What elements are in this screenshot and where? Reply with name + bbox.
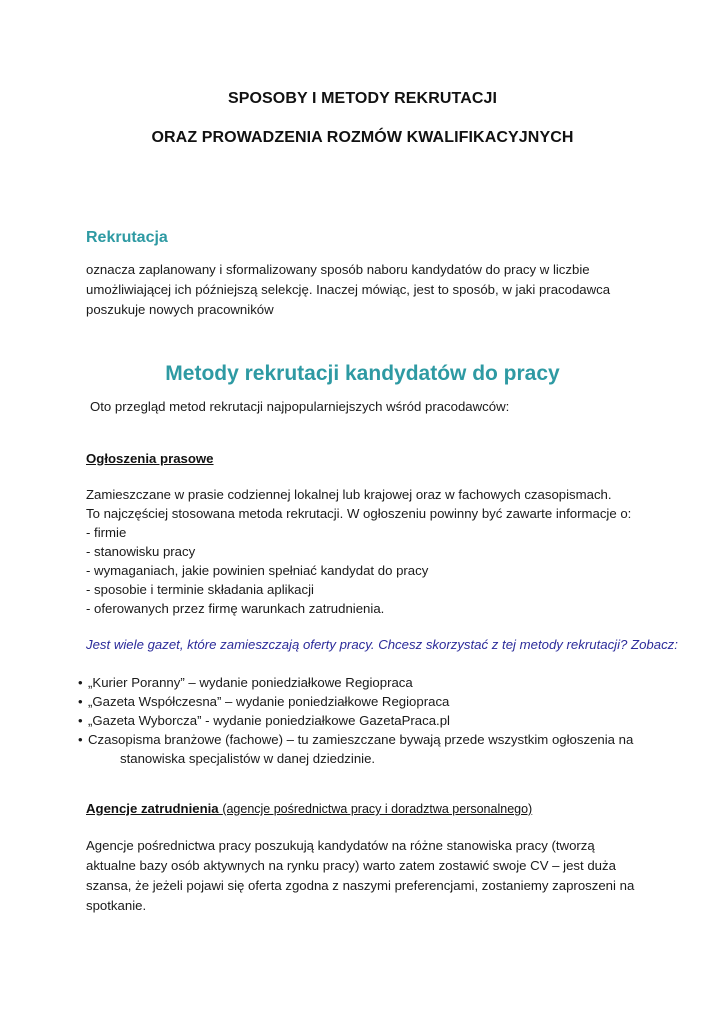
rekrutacja-definition: oznacza zaplanowany i sformalizowany sposób naboru kandydatów do pracy w liczbie umożliwiającej ich późniejszą selekcję. Inaczej mówiąc, jest to sposób, w jaki pracodawca poszukuje nowych pracowników bbox=[86, 262, 611, 317]
ogloszenia-list-item: - stanowisku pracy bbox=[86, 544, 196, 559]
bullet-icon: • bbox=[78, 732, 83, 747]
bullet-continuation: stanowiska specjalistów w danej dziedzinie. bbox=[120, 751, 376, 766]
ogloszenia-line: To najczęściej stosowana metoda rekrutacji. W ogłoszeniu powinny być zawarte informacje o: bbox=[86, 506, 632, 521]
bullet-icon: • bbox=[78, 675, 83, 690]
bullet-icon: • bbox=[78, 713, 83, 728]
ogloszenia-list-item: - wymaganiach, jakie powinien spełniać kandydat do pracy bbox=[86, 563, 429, 578]
bullet-text: „Gazeta Współczesna” – wydanie poniedziałkowe Regiopraca bbox=[88, 694, 450, 709]
ogloszenia-note: Jest wiele gazet, które zamieszczają oferty pracy. Chcesz skorzystać z tej metody rekrutacji? Zobacz: bbox=[86, 637, 678, 652]
ogloszenia-lines bbox=[86, 485, 646, 618]
ogloszenia-line: Zamieszczane w prasie codziennej lokalnej lub krajowej oraz w fachowych czasopismach. bbox=[86, 487, 612, 502]
bullet-item bbox=[78, 692, 658, 711]
bullet-item bbox=[78, 673, 658, 692]
bullet-icon: • bbox=[78, 694, 83, 709]
ogloszenia-list-item: - sposobie i terminie składania aplikacji bbox=[86, 582, 314, 597]
newspaper-bullet-list bbox=[78, 673, 658, 768]
bullet-text: „Gazeta Wyborcza” - wydanie poniedziałkowe GazetaPraca.pl bbox=[88, 713, 450, 728]
metody-heading: Metody rekrutacji kandydatów do pracy bbox=[165, 362, 560, 385]
document-title-line-1: SPOSOBY I METODY REKRUTACJI bbox=[227, 90, 498, 107]
document-title-line-2: ORAZ PROWADZENIA ROZMÓW KWALIFIKACYJNYCH bbox=[151, 129, 574, 146]
agencje-heading bbox=[86, 801, 532, 816]
ogloszenia-list-item: - oferowanych przez firmę warunkach zatrudnienia. bbox=[86, 601, 385, 616]
bullet-item bbox=[78, 711, 658, 730]
ogloszenia-list-item: - firmie bbox=[86, 525, 127, 540]
bullet-text: „Kurier Poranny” – wydanie poniedziałkowe Regiopraca bbox=[88, 675, 413, 690]
bullet-item bbox=[78, 730, 658, 749]
bullet-text: Czasopisma branżowe (fachowe) – tu zamieszczane bywają przede wszystkim ogłoszenia na bbox=[88, 732, 634, 747]
metody-intro: Oto przegląd metod rekrutacji najpopularniejszych wśród pracodawców: bbox=[90, 399, 510, 414]
agencje-heading-text: Agencje zatrudnienia bbox=[86, 801, 223, 816]
agencje-description: Agencje pośrednictwa pracy poszukują kandydatów na różne stanowiska pracy (tworzą aktualne bazy osób aktywnych na rynku pracy) warto zatem zostawić swoje CV – jest duża szansa, że jeżeli pojawi się oferta zgodna z naszymi preferencjami, zostaniemy zaproszeni na spotkanie. bbox=[86, 838, 635, 913]
rekrutacja-heading: Rekrutacja bbox=[86, 229, 168, 246]
ogloszenia-heading: Ogłoszenia prasowe bbox=[86, 451, 214, 466]
agencje-heading-note: (agencje pośrednictwa pracy i doradztwa personalnego) bbox=[222, 802, 533, 816]
